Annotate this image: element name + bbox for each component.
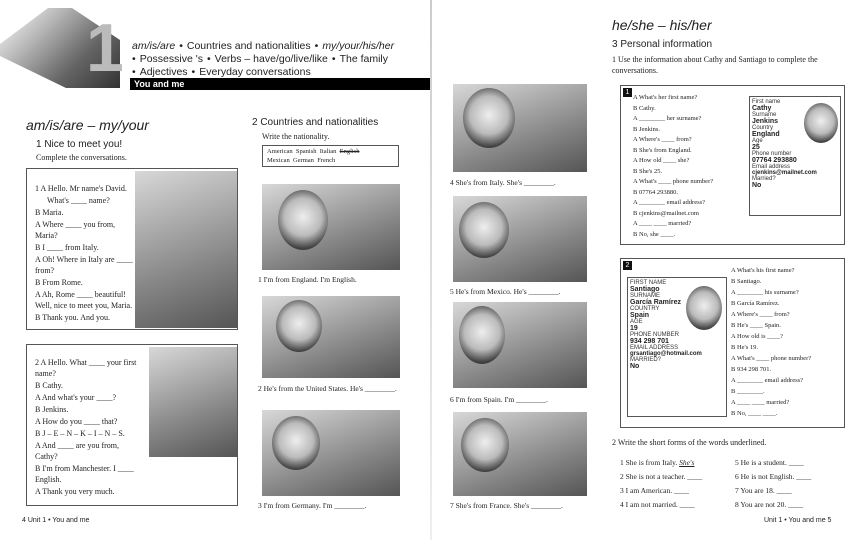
caption-3: 3 I'm from Germany. I'm ________. bbox=[258, 501, 367, 510]
section-title-right: he/she – his/her bbox=[612, 17, 712, 33]
right-page-footer: Unit 1 • You and me 5 bbox=[764, 517, 832, 524]
dialogue-2-text: 2 A Hello. What ____ your first name? B Cathy. A And what's your ____? B Jenkins. A How do you ____ that? B J – E – N – K – I – N – S. A And ____ are you from, Cathy? B I'm from Manchester. I ____ English. A Thank you very much. bbox=[35, 358, 137, 496]
santiago-id-card: FIRST NAME Santiago SURNAME García Ramírez COUNTRY Spain AGE 19 PHONE NUMBER 934 298 701 EMAIL ADDRESS grsantiago@hotmail.com MARRIED? No bbox=[627, 277, 727, 417]
cathy-id-card: First name Cathy Surname Jenkins Country England Age 25 Phone number 07764 293880 Email address cjenkins@mailnet.com Married? No bbox=[749, 96, 841, 216]
dialogue-2-box bbox=[26, 344, 238, 506]
box-number-1: 1 bbox=[623, 88, 632, 97]
italy-pisa-photo bbox=[453, 84, 587, 172]
caption-7: 7 She's from France. She's ________. bbox=[450, 501, 563, 510]
man-face bbox=[276, 300, 322, 352]
caption-4: 4 She's from Italy. She's ________. bbox=[450, 178, 556, 187]
cathy-conversation-box bbox=[620, 85, 845, 245]
boy-face bbox=[272, 416, 320, 470]
short-forms-left: 1 She is from Italy. She's 2 She is not a teacher. ____ 3 I am American. ____ 4 I am not married. ____ bbox=[620, 458, 703, 509]
usa-statue-of-liberty-photo bbox=[262, 296, 400, 378]
left-page-footer: 4 Unit 1 • You and me bbox=[22, 517, 90, 524]
hotel-reception-photo bbox=[135, 171, 237, 328]
germany-brandenburg-gate-photo bbox=[262, 410, 400, 496]
unit-topics: am/is/are • Countries and nationalities • my/your/his/her • Possessive 's • Verbs – have/go/live/like • The family • Adjectives • Everyday conversations bbox=[132, 40, 395, 78]
caption-1: 1 I'm from England. I'm English. bbox=[258, 275, 357, 284]
spain-sagrada-familia-photo bbox=[453, 302, 587, 388]
unit-number: 1 bbox=[86, 10, 124, 86]
caption-2: 2 He's from the United States. He's ________. bbox=[258, 384, 397, 393]
santiago-photo bbox=[686, 286, 722, 330]
office-desk-photo bbox=[149, 347, 237, 457]
exercise-3-instruction: 1 Use the information about Cathy and Santiago to complete the conversations. bbox=[612, 55, 818, 75]
exercise-3-title: 3 Personal information bbox=[612, 39, 713, 50]
santiago-conversation-box bbox=[620, 258, 845, 428]
woman-face bbox=[278, 190, 328, 250]
section-title: am/is/are – my/your bbox=[26, 117, 149, 133]
cathy-photo bbox=[804, 103, 838, 143]
exercise-1-instruction: Complete the conversations. bbox=[36, 153, 127, 162]
nationality-word-box: American Spanish Italian English Mexican German French bbox=[262, 145, 399, 167]
box-number-2: 2 bbox=[623, 261, 632, 270]
mexico-pyramid-photo bbox=[453, 196, 587, 282]
woman-face bbox=[459, 306, 505, 364]
girl-face bbox=[461, 418, 509, 472]
santiago-dialogue: A What's his first name? B Santiago. A ________ his surname? B García Ramírez. A Where's ____ from? B He's ____ Spain. A How old is ____? B He's 19. A What's ____ phone number? B 934 298 701. A ________ email address? B ________. A ____ ____ married? B No, ____ ____. bbox=[731, 267, 812, 417]
dialogue-1-text: 1 A Hello. Mr name's David. What's ____ name? B Maria. A Where ____ you from, Maria? B I ____ from Italy. A Oh! Where in Italy are ____ from? B From Rome. A Ah, Rome ____ beautiful! Well, nice to meet you, Maria. B Thank you. And you. bbox=[35, 184, 133, 322]
exercise-1-title: 1 Nice to meet you! bbox=[36, 139, 123, 150]
exercise-2-title: 2 Countries and nationalities bbox=[252, 117, 379, 128]
page-spine bbox=[430, 0, 432, 540]
unit-title-bar: You and me bbox=[130, 78, 430, 90]
caption-6: 6 I'm from Spain. I'm ________. bbox=[450, 395, 548, 404]
caption-5: 5 He's from Mexico. He's ________. bbox=[450, 287, 561, 296]
england-big-ben-photo bbox=[262, 184, 400, 270]
man-face bbox=[459, 202, 509, 258]
france-eiffel-tower-photo bbox=[453, 412, 587, 496]
exercise-4-instruction: 2 Write the short forms of the words underlined. bbox=[612, 438, 767, 447]
dialogue-1-box bbox=[26, 168, 238, 330]
woman-face bbox=[463, 88, 515, 148]
short-forms-right: 5 He is a student. ____ 6 He is not English. ____ 7 You are 18. ____ 8 You are not 20. ____ bbox=[735, 458, 812, 509]
cathy-dialogue: A What's her first name? B Cathy. A ________ her surname? B Jenkins. A Where's ____ from? B She's from England. A How old ____ she? B She's 25. A What's ____ phone number? B 07764 293880. A ________ email address? B cjenkins@mailnet.com A ____ ____ married? B No, she ____. bbox=[633, 94, 714, 238]
exercise-2-instruction: Write the nationality. bbox=[262, 132, 330, 141]
